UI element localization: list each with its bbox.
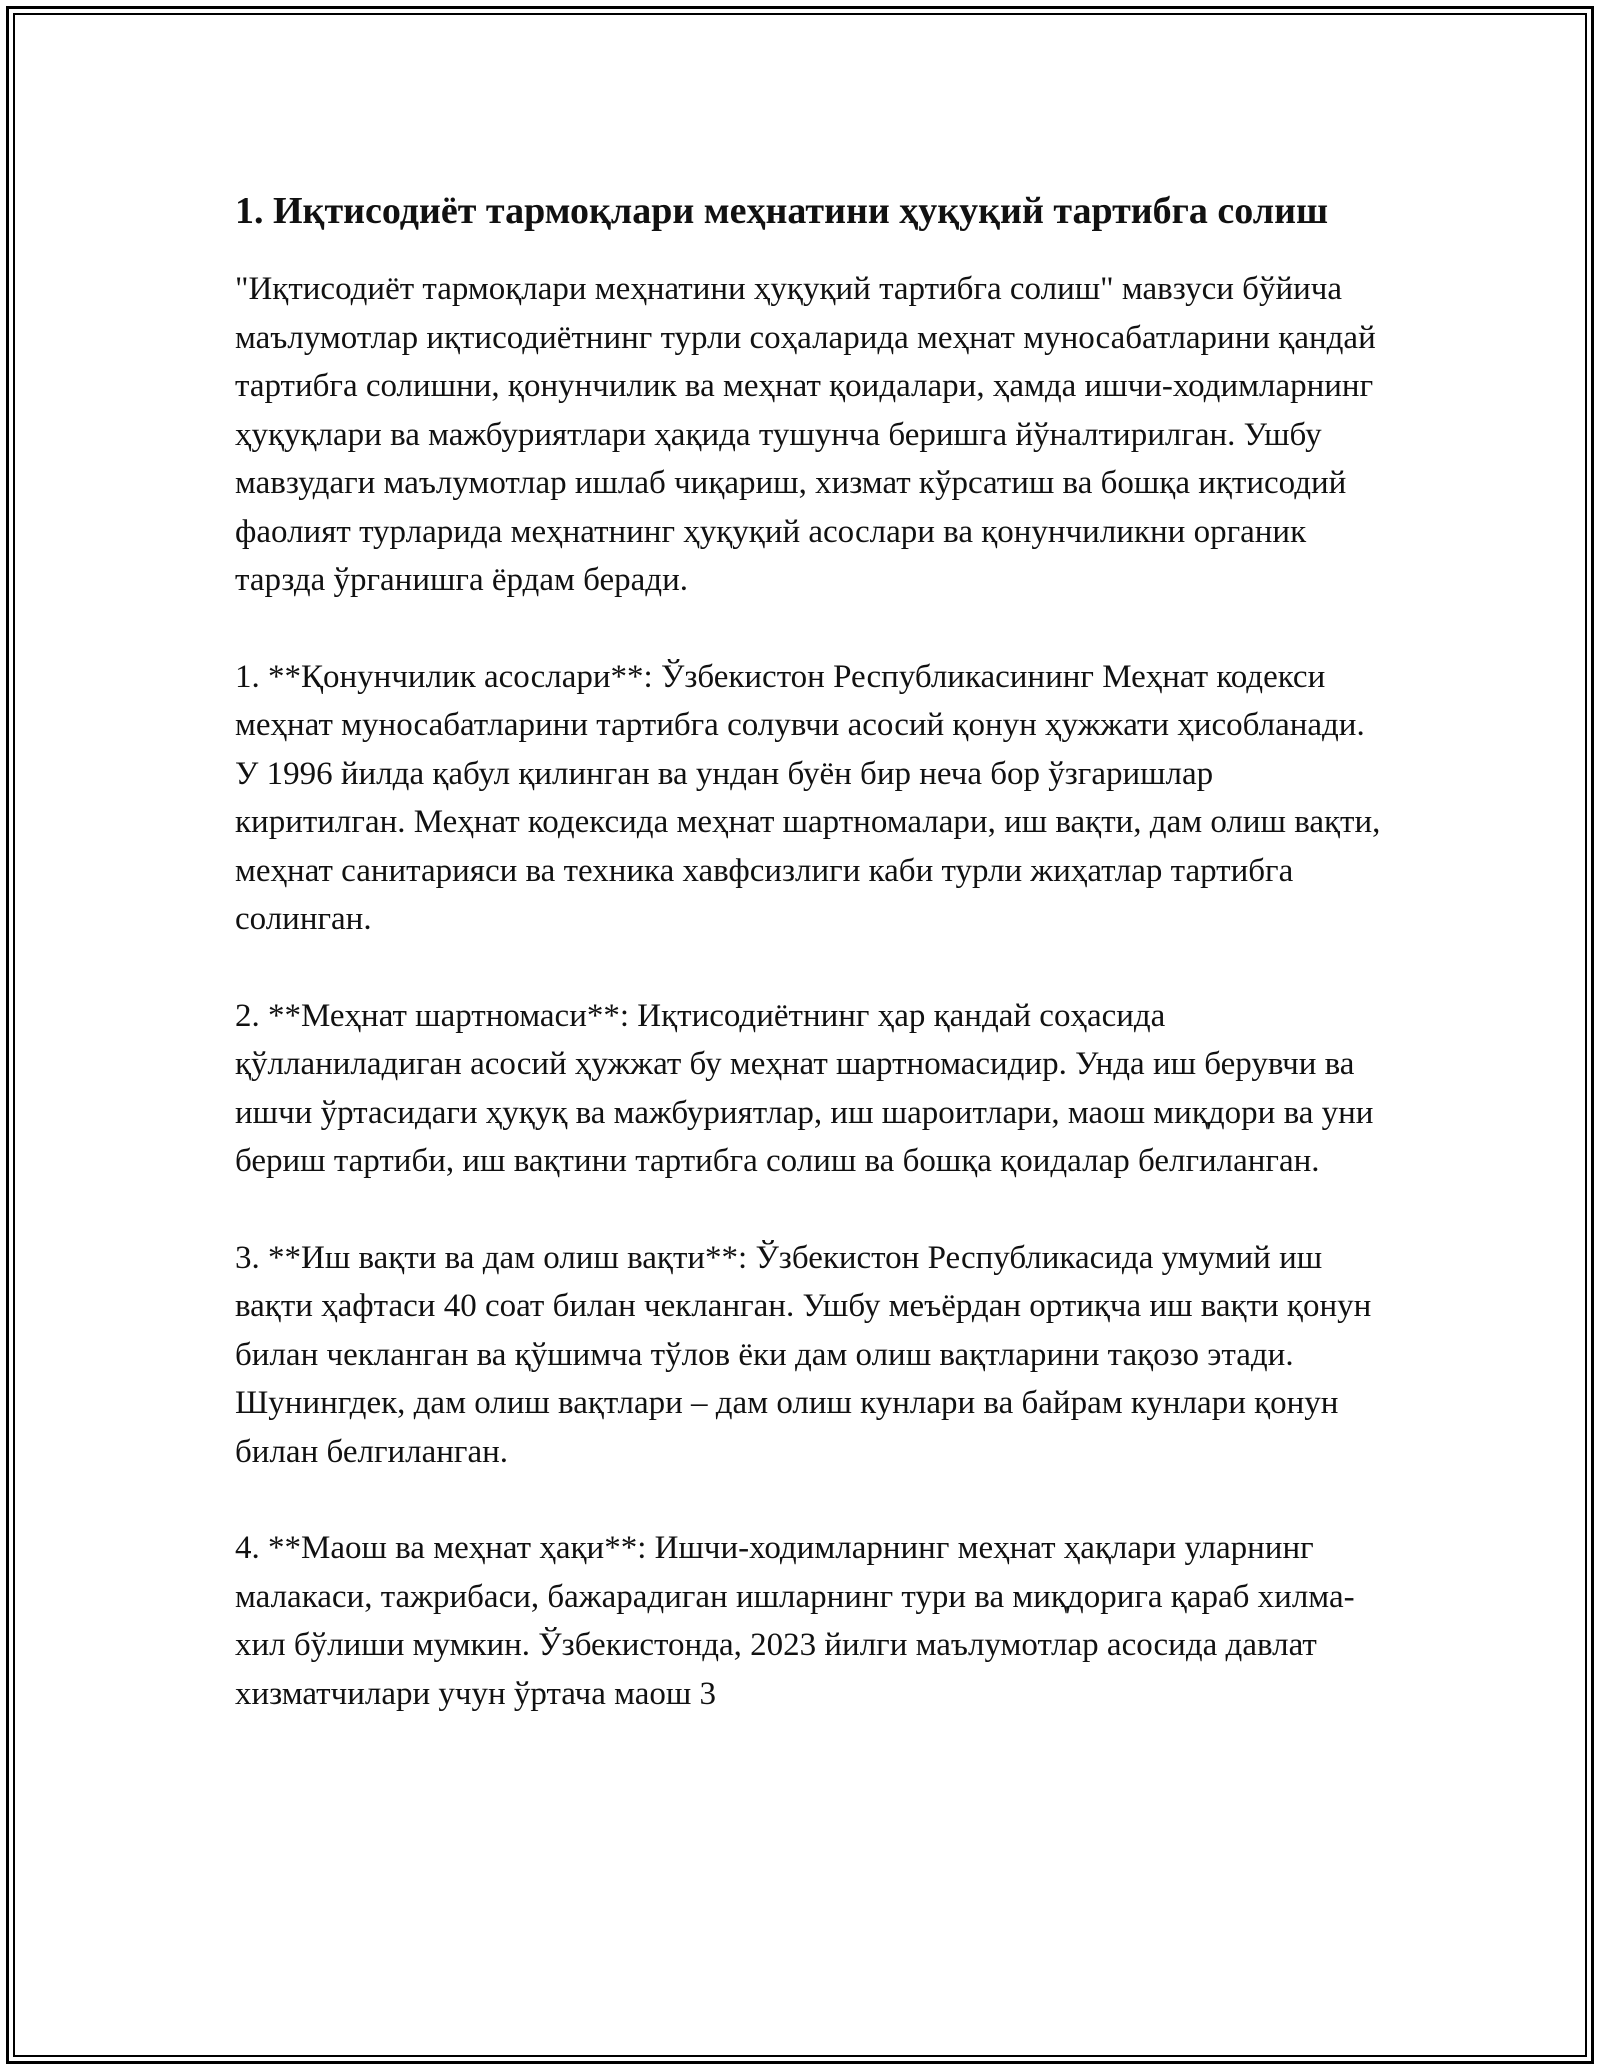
paragraph-labor-contract: 2. **Меҳнат шартномаси**: Иқтисодиётнинг ҳар қандай соҳасида қўлланиладиган асосий ҳужжат бу меҳнат шартномасидир. Унда иш берувчи ва ишчи ўртасидаги ҳуқуқ ва мажбуриятлар, иш шароитлари, маош миқдори ва уни бериш тартиби, иш вақтини тартибга солиш ва бошқа қоидалар белгиланган. [235,997,1374,1179]
intro-paragraph: "Иқтисодиёт тармоқлари меҳнатини ҳуқуқий тартибга солиш" мавзуси бўйича маълумотлар иқтисодиётнинг турли соҳаларида меҳнат муносабатларини қандай тартибга солишни, қонунчилик ва меҳнат қоидалари, ҳамда ишчи-ходимларнинг ҳуқуқлари ва мажбуриятлари ҳақида тушунча беришга йўналтирилган. Ушбу мавзудаги маълумотлар ишлаб чиқариш, хизмат кўрсатиш ва бошқа иқтисодий фаолият турларида меҳнатнинг ҳуқуқий асослари ва қонунчиликни органик тарзда ўрганишга ёрдам беради. [235,271,1376,598]
document-page [235,185,1385,1766]
paragraph-work-and-rest-time: 3. **Иш вақти ва дам олиш вақти**: Ўзбекистон Республикасида умумий иш вақти ҳафтаси 40 соат билан чекланган. Ушбу меъёрдан ортиқча иш вақти қонун билан чекланган ва қўшимча тўлов ёки дам олиш вақтларини тақозо этади. Шунингдек, дам олиш вақтлари – дам олиш кунлари ва байрам кунлари қонун билан белгиланган. [235,1239,1372,1470]
paragraph-salary-and-wages: 4. **Маош ва меҳнат ҳақи**: Ишчи-ходимларнинг меҳнат ҳақлари уларнинг малакаси, тажрибаси, бажарадиган ишларнинг тури ва миқдорига қараб хилма-хил бўлиши мумкин. Ўзбекистонда, 2023 йилги маълумотлар асосида давлат хизматчилари учун ўртача маош 3 [235,1530,1355,1712]
paragraph-legislation-basics: 1. **Қонунчилик асослари**: Ўзбекистон Республикасининг Меҳнат кодекси меҳнат муносабатларини тартибга солувчи асосий қонун ҳужжати ҳисобланади. У 1996 йилда қабул қилинган ва ундан буён бир неча бор ўзгаришлар киритилган. Меҳнат кодексида меҳнат шартномалари, иш вақти, дам олиш вақти, меҳнат санитарияси ва техника хавфсизлиги каби турли жиҳатлар тартибга солинган. [235,658,1381,937]
document-title: 1. Иқтисодиёт тармоқлари меҳнатини ҳуқуқий тартибга солиш [235,190,1329,232]
